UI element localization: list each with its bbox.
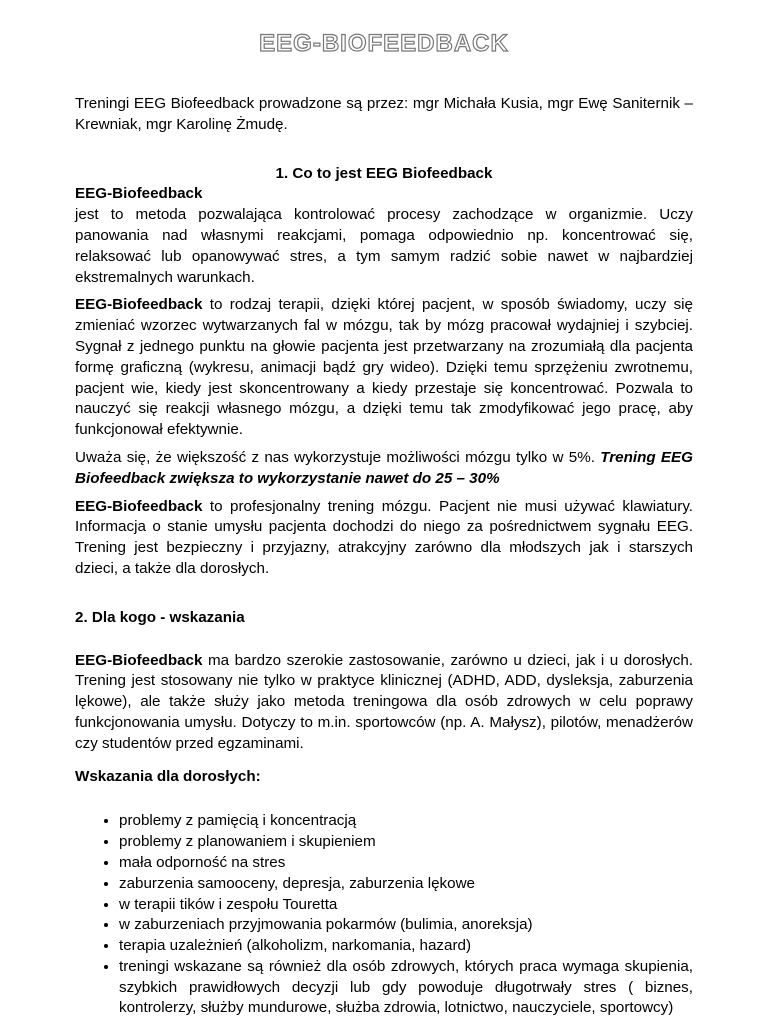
bold-term: EEG-Biofeedback [75, 497, 203, 515]
section-2-heading: 2. Dla kogo - wskazania [75, 608, 245, 626]
document-body [75, 94, 693, 1019]
indications-list [75, 811, 693, 1019]
bold-term: EEG-Biofeedback [75, 296, 203, 314]
text: Uważa się, że większość z nas wykorzystuje możliwości mózgu tylko w 5%. [75, 448, 601, 466]
list-item: • w zaburzeniach przyjmowania pokarmów (bulimia, anoreksja) [119, 915, 693, 936]
emphasis: Trening EEG Biofeedback zwiększa to wykorzystanie nawet do 25 – 30% [75, 448, 693, 487]
intro-paragraph: Treningi EEG Biofeedback prowadzone są przez: mgr Michała Kusia, mgr Ewę Saniternik – Krewniak, mgr Karolinę Żmudę. [75, 95, 693, 133]
text: to rodzaj terapii, dzięki której pacjent, w sposób świadomy, uczy się zmieniać wzorzec wytwarzanych fal w mózgu, tak by mózg pracował wydajniej i szybciej. Sygnał z jednego punktu na głowie pacjenta jest przetwarzany na zrozumiałą dla pacjenta formę graficzną (wykresu, animacji bądź gry wideo). Dzięki temu sprzężeniu zwrotnemu, pacjent wie, kiedy jest skoncentrowany a kiedy przestaje się koncentrować. Pozwala to nauczyć się reakcji własnego mózgu, a dzięki temu tak zmodyfikować jego pracę, aby funkcjonował efektywnie. [75, 296, 693, 439]
paragraph [75, 497, 693, 580]
list-item: • treningi wskazane są również dla osób zdrowych, których praca wymaga skupienia, szybkich prawidłowych decyzji lub gdy powoduje długotrwały stres ( biznes, kontrolerzy, służby mundurowe, służba zdrowia, lotnictwo, nauczyciele, sportowcy) [119, 957, 693, 1019]
paragraph: jest to metoda pozwalająca kontrolować procesy zachodzące w organizmie. Uczy panowania nad własnymi reakcjami, pomaga odpowiednio np. koncentrować się, relaksować lub opanowywać stres, a tym samym radzić sobie nawet w najbardziej ekstremalnych warunkach. [75, 206, 693, 286]
paragraph [75, 295, 693, 441]
adults-heading: Wskazania dla dorosłych: [75, 767, 261, 785]
term-heading: EEG-Biofeedback [75, 185, 203, 203]
list-item: • mała odporność na stres [119, 853, 693, 874]
text: ma bardzo szerokie zastosowanie, zarówno u dzieci, jak i u dorosłych. Trening jest stosowany nie tylko w praktyce klinicznej (ADHD, ADD, dysleksja, zaburzenia lękowe), ale także służy jako metoda treningowa dla osób zdrowych w celu poprawy funkcjonowania umysłu. Dotyczy to m.in. sportowców (np. A. Małysz), pilotów, menadżerów czy studentów przed egzaminami. [75, 651, 693, 752]
list-item: • zaburzenia samooceny, depresja, zaburzenia lękowe [119, 874, 693, 895]
list-item: • problemy z pamięcią i koncentracją [119, 811, 693, 832]
paragraph [75, 651, 693, 755]
section-1-heading: 1. Co to jest EEG Biofeedback [275, 164, 493, 182]
bold-term: EEG-Biofeedback [75, 651, 203, 669]
document-title: EEG-BIOFEEDBACK [259, 30, 509, 57]
text: to profesjonalny trening mózgu. Pacjent nie musi używać klawiatury. Informacja o stanie umysłu pacjenta dochodzi do niego za pośrednictwem sygnału EEG. Trening jest bezpieczny i przyjazny, atrakcyjny zarówno dla młodszych jak i starszych dzieci, a także dla dorosłych. [75, 497, 693, 577]
list-item: • w terapii tików i zespołu Touretta [119, 895, 693, 916]
list-item: • problemy z planowaniem i skupieniem [119, 832, 693, 853]
list-item: • terapia uzależnień (alkoholizm, narkomania, hazard) [119, 936, 693, 957]
paragraph [75, 448, 693, 490]
